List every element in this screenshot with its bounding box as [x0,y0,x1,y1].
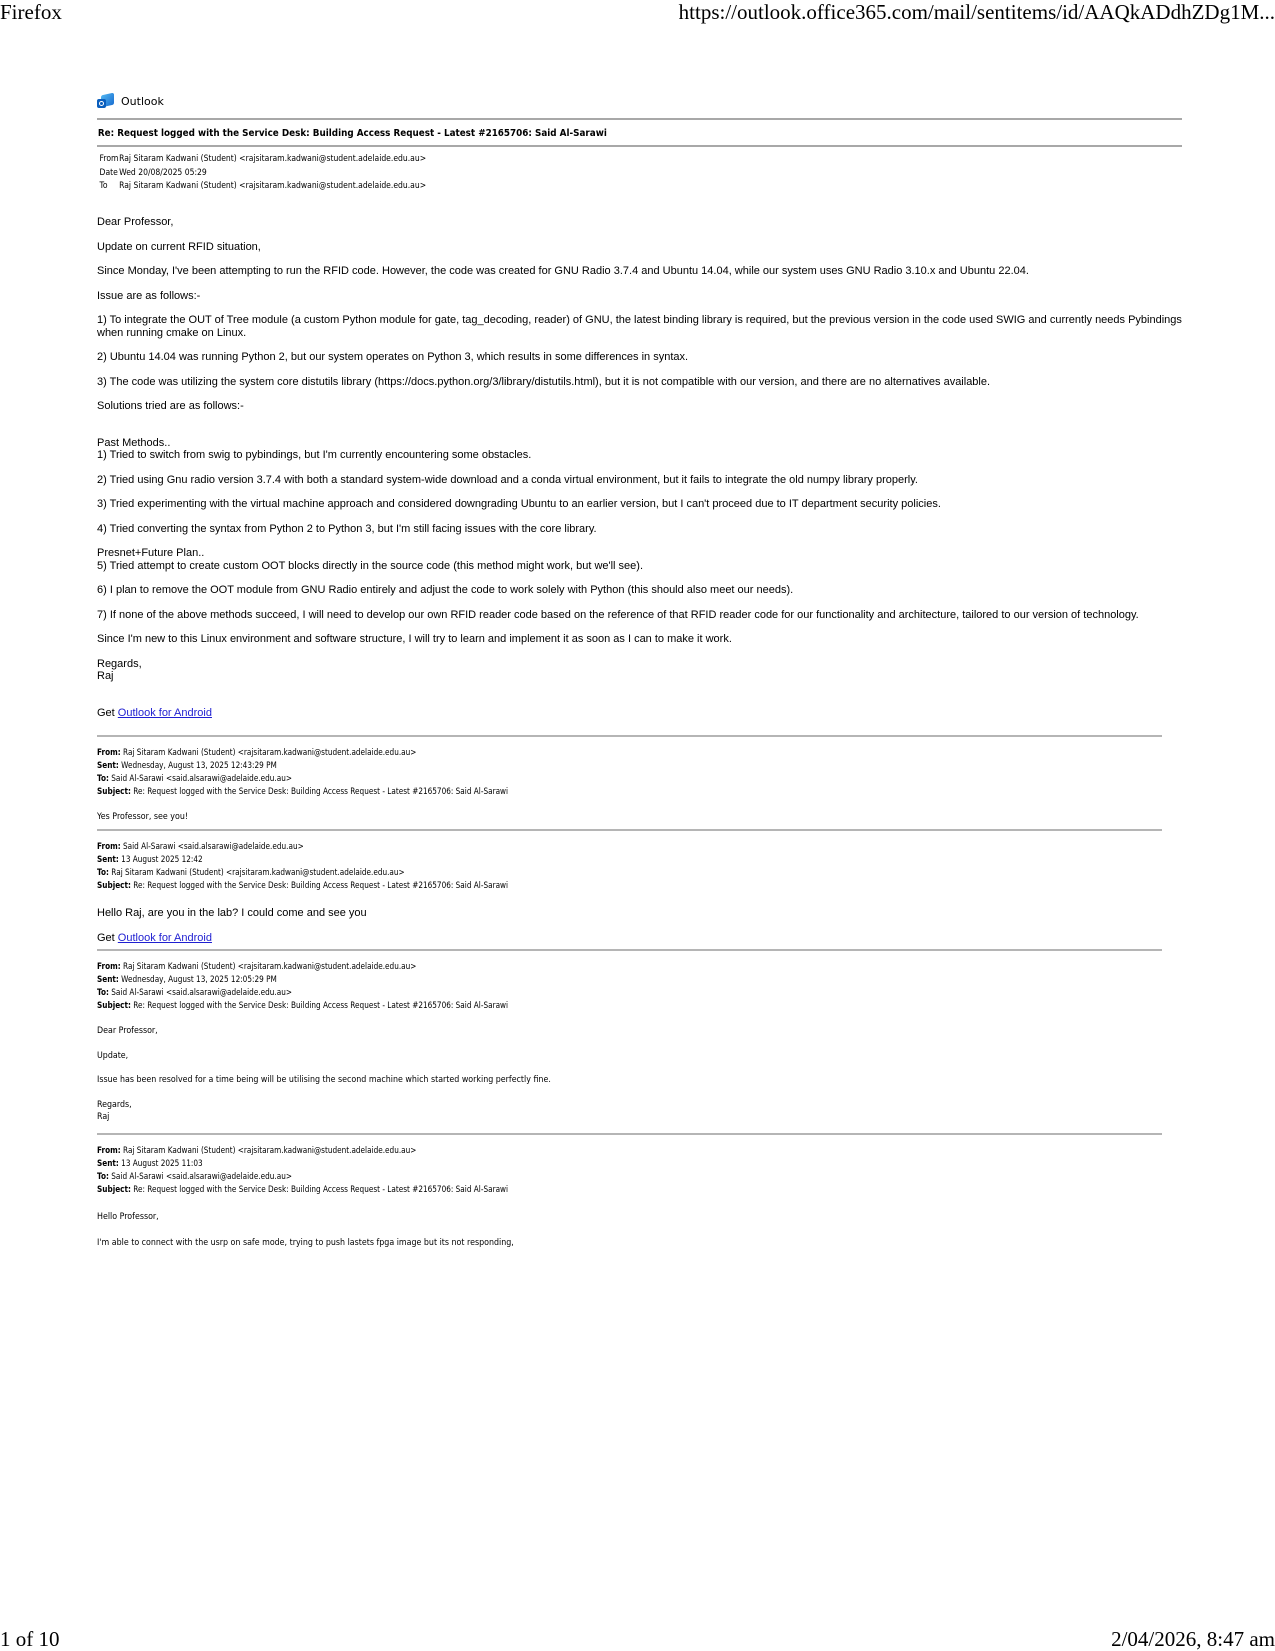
issue-item: 3) The code was utilizing the system core distutils library (https://docs.python.org/3/library/distutils.html), but it is not compatible with our version, and there are no alternatives available. [97,375,991,388]
outlook-for-android-link[interactable]: Outlook for Android [117,931,212,944]
outlook-brand-label: Outlook [121,94,164,108]
quoted-body-line: Dear Professor, [97,1026,158,1036]
quoted-sent: 13 August 2025 11:03 [118,1159,203,1169]
outlook-for-android-link[interactable]: Outlook for Android [117,706,212,719]
issues-heading: Issue are as follows:- [97,289,201,302]
quoted-subject: Re: Request logged with the Service Desk: Building Access Request - Latest #2165706: Said Al-Sarawi [130,1185,509,1195]
from-value: Raj Sitaram Kadwani (Student) <rajsitaram.kadwani@student.adelaide.edu.au> [119,154,427,164]
quoted-body: Hello Raj, are you in the lab? I could come and see you [97,907,367,919]
quoted-header: From: Raj Sitaram Kadwani (Student) <rajsitaram.kadwani@student.adelaide.edu.au> Sent: 13 August 2025 11:03 To: Said Al-Sarawi <said.alsarawi@adelaide.edu.au> Subject: Re: Request logged with the Service Desk: Building Access Request - Latest #2165706: Said Al-Sarawi [97,1146,509,1195]
future-plan-item: 5) Tried attempt to create custom OOT blocks directly in the source code (this method might work, but we'll see). [97,559,644,572]
past-method-item: 4) Tried converting the syntax from Python 2 to Python 3, but I'm still facing issues with the core library. [97,522,597,535]
outlook-print-header [97,90,1182,194]
divider [97,829,1162,831]
regards: Regards, [97,657,142,670]
quoted-to: Said Al-Sarawi <said.alsarawi@adelaide.edu.au> [108,774,292,784]
intro: Update on current RFID situation, [97,240,261,253]
quoted-body-line: Hello Professor, [97,1212,159,1222]
quoted-body-line: Raj [97,1112,110,1122]
quoted-header: From: Raj Sitaram Kadwani (Student) <rajsitaram.kadwani@student.adelaide.edu.au> Sent: Wednesday, August 13, 2025 12:05:29 PM To: Said Al-Sarawi <said.alsarawi@adelaide.edu.au> Subject: Re: Request logged with the Service Desk: Building Access Request - Latest #2165706: Said Al-Sarawi [97,962,509,1011]
quoted-to: Said Al-Sarawi <said.alsarawi@adelaide.edu.au> [108,1172,292,1182]
date-label: Date [99,167,118,178]
quoted-body-line: Regards, [97,1099,132,1110]
quoted-subject: Re: Request logged with the Service Desk: Building Access Request - Latest #2165706: Said Al-Sarawi [130,881,509,891]
quoted-to: Said Al-Sarawi <said.alsarawi@adelaide.edu.au> [108,988,292,998]
outlook-logo-icon [97,94,114,109]
divider [97,949,1162,951]
header-from-row [97,153,1019,167]
get-outlook-line: Get Outlook for Android [97,931,212,944]
quoted-message [97,735,1162,824]
quoted-body-line: I'm able to connect with the usrp on safe mode, trying to push lastets fpga image but its not responding, [97,1237,514,1248]
header-date-row [97,167,1019,181]
outlook-brand [97,90,1182,112]
header-to-row [97,180,1019,194]
message-body [97,216,1182,719]
past-method-item: 3) Tried experimenting with the virtual machine approach and considered downgrading Ubuntu to an earlier version, but I can't proceed due to IT department security policies. [97,498,941,510]
quoted-body-line: Update, [97,1050,129,1061]
quoted-header: From: Said Al-Sarawi <said.alsarawi@adelaide.edu.au> Sent: 13 August 2025 12:42 To: Raj Sitaram Kadwani (Student) <rajsitaram.kadwani@student.adelaide.edu.au> Subject: Re: Request logged with the Service Desk: Building Access Request - Latest #2165706: Said Al-Sarawi [97,842,509,891]
quoted-subject: Re: Request logged with the Service Desk: Building Access Request - Latest #2165706: Said Al-Sarawi [130,787,509,797]
quoted-body: Yes Professor, see you! [97,812,189,822]
context: Since Monday, I've been attempting to run the RFID code. However, the code was created for GNU Radio 3.7.4 and Ubuntu 14.04, while our system uses GNU Radio 3.10.x and Ubuntu 22.04. [97,265,1029,277]
quoted-subject: Re: Request logged with the Service Desk: Building Access Request - Latest #2165706: Said Al-Sarawi [130,1001,509,1011]
greeting: Dear Professor, [97,216,174,228]
to-value: Raj Sitaram Kadwani (Student) <rajsitaram.kadwani@student.adelaide.edu.au> [119,181,427,191]
quoted-message [97,1133,1162,1249]
divider [97,145,1182,147]
quoted-from: Raj Sitaram Kadwani (Student) <rajsitaram.kadwani@student.adelaide.edu.au> [120,962,417,972]
solutions-heading: Solutions tried are as follows:- [97,400,244,412]
quoted-message [97,949,1162,1124]
signature: Raj [97,670,114,682]
quoted-message [97,829,1162,944]
past-methods-heading: Past Methods.. [97,436,171,449]
past-method-item: 1) Tried to switch from swig to pybindings, but I'm currently encountering some obstacles. [97,449,532,461]
past-method-item: 2) Tried using Gnu radio version 3.7.4 with both a standard system-wide download and a conda virtual environment, but it fails to integrate the old numpy library properly. [97,473,918,486]
email-subject: Re: Request logged with the Service Desk: Building Access Request - Latest #2165706: Said Al-Sarawi [97,128,607,139]
future-plan-item: 6) I plan to remove the OOT module from GNU Radio entirely and adjust the code to work solely with Python (this should also meet our needs). [97,584,794,596]
future-plan-item: 7) If none of the above methods succeed, I will need to develop our own RFID reader code based on the reference of that RFID reader code for our functionality and architecture, tailored to our version of technology. [97,608,1139,621]
to-label: To [99,181,108,191]
email-header-fields [97,153,1019,194]
quoted-body-line: Issue has been resolved for a time being will be utilising the second machine which started working perfectly fine. [97,1075,551,1085]
divider [97,735,1162,737]
print-header-url: https://outlook.office365.com/mail/sentitems/id/AAQkADdhZDg1M... [678,0,1275,24]
print-footer-datetime: 2/04/2026, 8:47 am [1111,1627,1275,1651]
quoted-sent: 13 August 2025 12:42 [118,855,203,865]
quoted-sent: Wednesday, August 13, 2025 12:05:29 PM [118,975,277,985]
print-header-app: Firefox [0,0,62,24]
quoted-to: Raj Sitaram Kadwani (Student) <rajsitaram.kadwani@student.adelaide.edu.au> [108,868,405,878]
divider [97,1133,1162,1135]
quoted-sent: Wednesday, August 13, 2025 12:43:29 PM [118,761,277,771]
get-outlook-line: Get Outlook for Android [97,706,212,719]
future-plan-heading: Presnet+Future Plan.. [97,547,205,559]
quoted-from: Said Al-Sarawi <said.alsarawi@adelaide.edu.au> [120,842,304,852]
print-footer-page: 1 of 10 [0,1627,60,1651]
closing: Since I'm new to this Linux environment and software structure, I will try to learn and implement it as soon as I can to make it work. [97,633,732,645]
quoted-from: Raj Sitaram Kadwani (Student) <rajsitaram.kadwani@student.adelaide.edu.au> [120,1146,417,1156]
quoted-header: From: Raj Sitaram Kadwani (Student) <rajsitaram.kadwani@student.adelaide.edu.au> Sent: Wednesday, August 13, 2025 12:43:29 PM To: Said Al-Sarawi <said.alsarawi@adelaide.edu.au> Subject: Re: Request logged with the Service Desk: Building Access Request - Latest #2165706: Said Al-Sarawi [97,748,509,797]
from-label: From [99,154,119,164]
issue-item: 1) To integrate the OUT of Tree module (a custom Python module for gate, tag_decoding, reader) of GNU, the latest binding library is required, but the previous version in the code used SWIG and currently needs Pybindings when running cmake on Linux. [97,314,1182,339]
date-value: Wed 20/08/2025 05:29 [119,167,207,178]
quoted-from: Raj Sitaram Kadwani (Student) <rajsitaram.kadwani@student.adelaide.edu.au> [120,748,417,758]
issue-item: 2) Ubuntu 14.04 was running Python 2, but our system operates on Python 3, which results in some differences in syntax. [97,351,689,363]
